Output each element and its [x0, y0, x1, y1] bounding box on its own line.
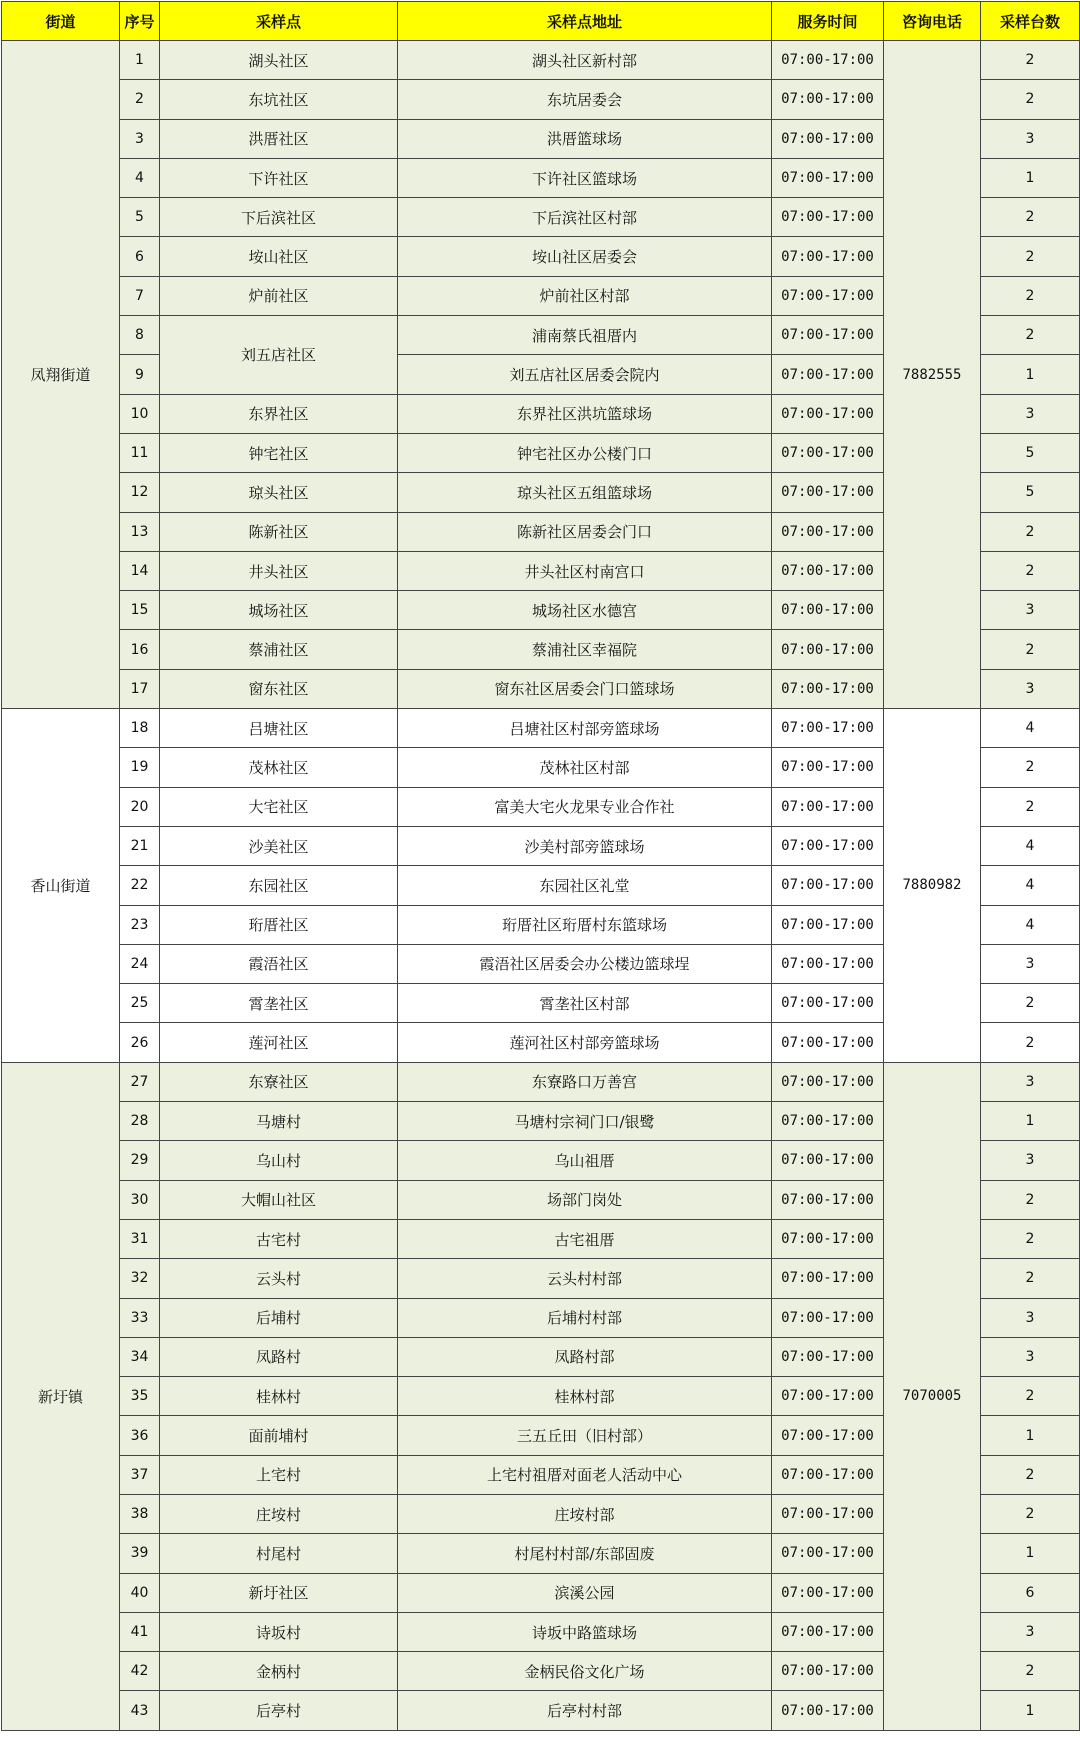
header-service-time: 服务时间 — [772, 2, 884, 41]
station-count-cell: 2 — [981, 1259, 1080, 1298]
station-count-cell: 4 — [981, 826, 1080, 865]
address-cell: 垵山社区居委会 — [398, 237, 772, 276]
address-cell: 霞浯社区居委会办公楼边篮球埕 — [398, 944, 772, 983]
service-time-cell: 07:00-17:00 — [772, 1377, 884, 1416]
address-cell: 陈新社区居委会门口 — [398, 512, 772, 551]
station-count-cell: 2 — [981, 316, 1080, 355]
service-time-cell: 07:00-17:00 — [772, 748, 884, 787]
station-count-cell: 2 — [981, 1652, 1080, 1691]
sampling-point-cell: 新圩社区 — [160, 1573, 398, 1612]
serial-cell: 38 — [120, 1494, 160, 1533]
table-body — [2, 41, 1080, 1731]
address-cell: 凤路村部 — [398, 1337, 772, 1376]
serial-cell: 41 — [120, 1612, 160, 1651]
address-cell: 沙美村部旁篮球场 — [398, 826, 772, 865]
serial-cell: 39 — [120, 1534, 160, 1573]
station-count-cell: 2 — [981, 198, 1080, 237]
address-cell: 井头社区村南宫口 — [398, 551, 772, 590]
sampling-point-cell: 马塘村 — [160, 1102, 398, 1141]
station-count-cell: 4 — [981, 866, 1080, 905]
station-count-cell: 2 — [981, 1455, 1080, 1494]
service-time-cell: 07:00-17:00 — [772, 984, 884, 1023]
sampling-point-cell: 炉前社区 — [160, 276, 398, 315]
service-time-cell: 07:00-17:00 — [772, 1494, 884, 1533]
service-time-cell: 07:00-17:00 — [772, 905, 884, 944]
address-cell: 上宅村祖厝对面老人活动中心 — [398, 1455, 772, 1494]
serial-cell: 42 — [120, 1652, 160, 1691]
sampling-point-cell: 湖头社区 — [160, 41, 398, 80]
sampling-point-cell: 后亭村 — [160, 1691, 398, 1730]
street-cell: 香山街道 — [2, 709, 120, 1063]
sampling-point-cell: 面前埔村 — [160, 1416, 398, 1455]
serial-cell: 10 — [120, 394, 160, 433]
serial-cell: 17 — [120, 669, 160, 708]
station-count-cell: 2 — [981, 1180, 1080, 1219]
sampling-point-cell: 茂林社区 — [160, 748, 398, 787]
phone-cell: 7880982 — [884, 709, 981, 1063]
service-time-cell: 07:00-17:00 — [772, 41, 884, 80]
address-cell: 东界社区洪坑篮球场 — [398, 394, 772, 433]
service-time-cell: 07:00-17:00 — [772, 394, 884, 433]
sampling-point-cell: 桂林村 — [160, 1377, 398, 1416]
sampling-point-cell: 大宅社区 — [160, 787, 398, 826]
service-time-cell: 07:00-17:00 — [772, 80, 884, 119]
station-count-cell: 3 — [981, 1337, 1080, 1376]
sampling-point-cell: 庄垵村 — [160, 1494, 398, 1533]
address-cell: 莲河社区村部旁篮球场 — [398, 1023, 772, 1062]
sampling-point-cell: 珩厝社区 — [160, 905, 398, 944]
serial-cell: 16 — [120, 630, 160, 669]
address-cell: 蔡浦社区幸福院 — [398, 630, 772, 669]
service-time-cell: 07:00-17:00 — [772, 866, 884, 905]
station-count-cell: 1 — [981, 1102, 1080, 1141]
address-cell: 窗东社区居委会门口篮球场 — [398, 669, 772, 708]
table-row — [2, 1062, 1080, 1101]
service-time-cell: 07:00-17:00 — [772, 1298, 884, 1337]
address-cell: 东坑居委会 — [398, 80, 772, 119]
serial-cell: 43 — [120, 1691, 160, 1730]
sampling-point-cell: 金柄村 — [160, 1652, 398, 1691]
serial-cell: 3 — [120, 119, 160, 158]
service-time-cell: 07:00-17:00 — [772, 355, 884, 394]
serial-cell: 40 — [120, 1573, 160, 1612]
station-count-cell: 2 — [981, 1023, 1080, 1062]
header-address: 采样点地址 — [398, 2, 772, 41]
address-cell: 湖头社区新村部 — [398, 41, 772, 80]
station-count-cell: 6 — [981, 1573, 1080, 1612]
address-cell: 富美大宅火龙果专业合作社 — [398, 787, 772, 826]
serial-cell: 37 — [120, 1455, 160, 1494]
serial-cell: 2 — [120, 80, 160, 119]
station-count-cell: 3 — [981, 669, 1080, 708]
service-time-cell: 07:00-17:00 — [772, 473, 884, 512]
serial-cell: 7 — [120, 276, 160, 315]
service-time-cell: 07:00-17:00 — [772, 1652, 884, 1691]
service-time-cell: 07:00-17:00 — [772, 119, 884, 158]
service-time-cell: 07:00-17:00 — [772, 276, 884, 315]
sampling-point-cell: 后埔村 — [160, 1298, 398, 1337]
sampling-point-cell: 莲河社区 — [160, 1023, 398, 1062]
address-cell: 东寮路口万善宫 — [398, 1062, 772, 1101]
address-cell: 洪厝篮球场 — [398, 119, 772, 158]
station-count-cell: 2 — [981, 1219, 1080, 1258]
address-cell: 钟宅社区办公楼门口 — [398, 433, 772, 472]
service-time-cell: 07:00-17:00 — [772, 1337, 884, 1376]
address-cell: 霄垄社区村部 — [398, 984, 772, 1023]
sampling-point-cell: 钟宅社区 — [160, 433, 398, 472]
sampling-point-cell: 下后滨社区 — [160, 198, 398, 237]
service-time-cell: 07:00-17:00 — [772, 1612, 884, 1651]
address-cell: 下许社区篮球场 — [398, 158, 772, 197]
sampling-point-cell: 窗东社区 — [160, 669, 398, 708]
address-cell: 后埔村村部 — [398, 1298, 772, 1337]
serial-cell: 5 — [120, 198, 160, 237]
sampling-point-cell: 东寮社区 — [160, 1062, 398, 1101]
service-time-cell: 07:00-17:00 — [772, 826, 884, 865]
sampling-point-cell: 云头村 — [160, 1259, 398, 1298]
serial-cell: 14 — [120, 551, 160, 590]
service-time-cell: 07:00-17:00 — [772, 591, 884, 630]
station-count-cell: 5 — [981, 473, 1080, 512]
address-cell: 珩厝社区珩厝村东篮球场 — [398, 905, 772, 944]
address-cell: 诗坂中路篮球场 — [398, 1612, 772, 1651]
station-count-cell: 1 — [981, 1534, 1080, 1573]
serial-cell: 6 — [120, 237, 160, 276]
station-count-cell: 3 — [981, 944, 1080, 983]
address-cell: 场部门岗处 — [398, 1180, 772, 1219]
serial-cell: 34 — [120, 1337, 160, 1376]
station-count-cell: 3 — [981, 1141, 1080, 1180]
station-count-cell: 3 — [981, 1612, 1080, 1651]
station-count-cell: 2 — [981, 1377, 1080, 1416]
service-time-cell: 07:00-17:00 — [772, 158, 884, 197]
sampling-point-cell: 霄垄社区 — [160, 984, 398, 1023]
address-cell: 马塘村宗祠门口/银鹭 — [398, 1102, 772, 1141]
serial-cell: 1 — [120, 41, 160, 80]
sampling-point-cell: 凤路村 — [160, 1337, 398, 1376]
station-count-cell: 2 — [981, 787, 1080, 826]
phone-cell: 7070005 — [884, 1062, 981, 1730]
station-count-cell: 1 — [981, 1691, 1080, 1730]
service-time-cell: 07:00-17:00 — [772, 237, 884, 276]
serial-cell: 22 — [120, 866, 160, 905]
serial-cell: 27 — [120, 1062, 160, 1101]
serial-cell: 29 — [120, 1141, 160, 1180]
header-phone: 咨询电话 — [884, 2, 981, 41]
serial-cell: 30 — [120, 1180, 160, 1219]
address-cell: 浦南蔡氏祖厝内 — [398, 316, 772, 355]
station-count-cell: 3 — [981, 394, 1080, 433]
sampling-sites-table — [1, 1, 1080, 1731]
phone-cell: 7882555 — [884, 41, 981, 709]
service-time-cell: 07:00-17:00 — [772, 1416, 884, 1455]
sampling-point-cell: 上宅村 — [160, 1455, 398, 1494]
service-time-cell: 07:00-17:00 — [772, 512, 884, 551]
address-cell: 刘五店社区居委会院内 — [398, 355, 772, 394]
serial-cell: 36 — [120, 1416, 160, 1455]
station-count-cell: 2 — [981, 984, 1080, 1023]
address-cell: 庄垵村部 — [398, 1494, 772, 1533]
sampling-point-cell: 古宅村 — [160, 1219, 398, 1258]
address-cell: 茂林社区村部 — [398, 748, 772, 787]
station-count-cell: 2 — [981, 748, 1080, 787]
serial-cell: 32 — [120, 1259, 160, 1298]
sampling-point-cell: 垵山社区 — [160, 237, 398, 276]
address-cell: 乌山祖厝 — [398, 1141, 772, 1180]
station-count-cell: 3 — [981, 119, 1080, 158]
station-count-cell: 1 — [981, 158, 1080, 197]
address-cell: 后亭村村部 — [398, 1691, 772, 1730]
sampling-point-cell: 洪厝社区 — [160, 119, 398, 158]
address-cell: 东园社区礼堂 — [398, 866, 772, 905]
header-street: 街道 — [2, 2, 120, 41]
service-time-cell: 07:00-17:00 — [772, 551, 884, 590]
sampling-point-cell: 下许社区 — [160, 158, 398, 197]
station-count-cell: 4 — [981, 709, 1080, 748]
station-count-cell: 2 — [981, 1494, 1080, 1533]
service-time-cell: 07:00-17:00 — [772, 1023, 884, 1062]
station-count-cell: 2 — [981, 80, 1080, 119]
serial-cell: 13 — [120, 512, 160, 551]
service-time-cell: 07:00-17:00 — [772, 1534, 884, 1573]
sampling-point-cell: 吕塘社区 — [160, 709, 398, 748]
serial-cell: 9 — [120, 355, 160, 394]
sampling-point-cell: 大帽山社区 — [160, 1180, 398, 1219]
service-time-cell: 07:00-17:00 — [772, 198, 884, 237]
header-sampling-point: 采样点 — [160, 2, 398, 41]
address-cell: 桂林村部 — [398, 1377, 772, 1416]
station-count-cell: 2 — [981, 237, 1080, 276]
address-cell: 吕塘社区村部旁篮球场 — [398, 709, 772, 748]
service-time-cell: 07:00-17:00 — [772, 1141, 884, 1180]
serial-cell: 21 — [120, 826, 160, 865]
service-time-cell: 07:00-17:00 — [772, 944, 884, 983]
service-time-cell: 07:00-17:00 — [772, 669, 884, 708]
sampling-point-cell: 沙美社区 — [160, 826, 398, 865]
serial-cell: 12 — [120, 473, 160, 512]
sampling-point-cell: 霞浯社区 — [160, 944, 398, 983]
address-cell: 滨溪公园 — [398, 1573, 772, 1612]
station-count-cell: 3 — [981, 1062, 1080, 1101]
serial-cell: 23 — [120, 905, 160, 944]
serial-cell: 33 — [120, 1298, 160, 1337]
station-count-cell: 1 — [981, 355, 1080, 394]
header-station-count: 采样台数 — [981, 2, 1080, 41]
address-cell: 古宅祖厝 — [398, 1219, 772, 1258]
serial-cell: 35 — [120, 1377, 160, 1416]
station-count-cell: 2 — [981, 276, 1080, 315]
service-time-cell: 07:00-17:00 — [772, 1573, 884, 1612]
serial-cell: 19 — [120, 748, 160, 787]
service-time-cell: 07:00-17:00 — [772, 1259, 884, 1298]
table-header — [2, 2, 1080, 41]
address-cell: 云头村村部 — [398, 1259, 772, 1298]
sampling-point-cell: 城场社区 — [160, 591, 398, 630]
sampling-point-cell: 陈新社区 — [160, 512, 398, 551]
service-time-cell: 07:00-17:00 — [772, 1219, 884, 1258]
service-time-cell: 07:00-17:00 — [772, 630, 884, 669]
serial-cell: 28 — [120, 1102, 160, 1141]
address-cell: 下后滨社区村部 — [398, 198, 772, 237]
service-time-cell: 07:00-17:00 — [772, 1691, 884, 1730]
station-count-cell: 3 — [981, 1298, 1080, 1337]
serial-cell: 8 — [120, 316, 160, 355]
service-time-cell: 07:00-17:00 — [772, 787, 884, 826]
address-cell: 金柄民俗文化广场 — [398, 1652, 772, 1691]
service-time-cell: 07:00-17:00 — [772, 1455, 884, 1494]
street-cell: 凤翔街道 — [2, 41, 120, 709]
serial-cell: 18 — [120, 709, 160, 748]
sampling-point-cell: 井头社区 — [160, 551, 398, 590]
sampling-point-cell: 东坑社区 — [160, 80, 398, 119]
sampling-point-cell: 刘五店社区 — [160, 316, 398, 395]
street-cell: 新圩镇 — [2, 1062, 120, 1730]
station-count-cell: 5 — [981, 433, 1080, 472]
serial-cell: 25 — [120, 984, 160, 1023]
service-time-cell: 07:00-17:00 — [772, 316, 884, 355]
address-cell: 城场社区水德宫 — [398, 591, 772, 630]
header-serial: 序号 — [120, 2, 160, 41]
sampling-point-cell: 东界社区 — [160, 394, 398, 433]
address-cell: 村尾村村部/东部固废 — [398, 1534, 772, 1573]
station-count-cell: 2 — [981, 512, 1080, 551]
address-cell: 琼头社区五组篮球场 — [398, 473, 772, 512]
table-row — [2, 709, 1080, 748]
address-cell: 炉前社区村部 — [398, 276, 772, 315]
sampling-point-cell: 诗坂村 — [160, 1612, 398, 1651]
serial-cell: 11 — [120, 433, 160, 472]
sampling-point-cell: 蔡浦社区 — [160, 630, 398, 669]
sampling-point-cell: 琼头社区 — [160, 473, 398, 512]
service-time-cell: 07:00-17:00 — [772, 1180, 884, 1219]
serial-cell: 4 — [120, 158, 160, 197]
station-count-cell: 2 — [981, 630, 1080, 669]
service-time-cell: 07:00-17:00 — [772, 1102, 884, 1141]
station-count-cell: 2 — [981, 41, 1080, 80]
station-count-cell: 3 — [981, 591, 1080, 630]
service-time-cell: 07:00-17:00 — [772, 433, 884, 472]
sampling-point-cell: 东园社区 — [160, 866, 398, 905]
station-count-cell: 2 — [981, 551, 1080, 590]
serial-cell: 15 — [120, 591, 160, 630]
address-cell: 三五丘田（旧村部） — [398, 1416, 772, 1455]
station-count-cell: 4 — [981, 905, 1080, 944]
sampling-point-cell: 村尾村 — [160, 1534, 398, 1573]
serial-cell: 31 — [120, 1219, 160, 1258]
header-row — [2, 2, 1080, 41]
service-time-cell: 07:00-17:00 — [772, 709, 884, 748]
serial-cell: 26 — [120, 1023, 160, 1062]
service-time-cell: 07:00-17:00 — [772, 1062, 884, 1101]
serial-cell: 20 — [120, 787, 160, 826]
sampling-point-cell: 乌山村 — [160, 1141, 398, 1180]
table-row — [2, 41, 1080, 80]
station-count-cell: 1 — [981, 1416, 1080, 1455]
serial-cell: 24 — [120, 944, 160, 983]
